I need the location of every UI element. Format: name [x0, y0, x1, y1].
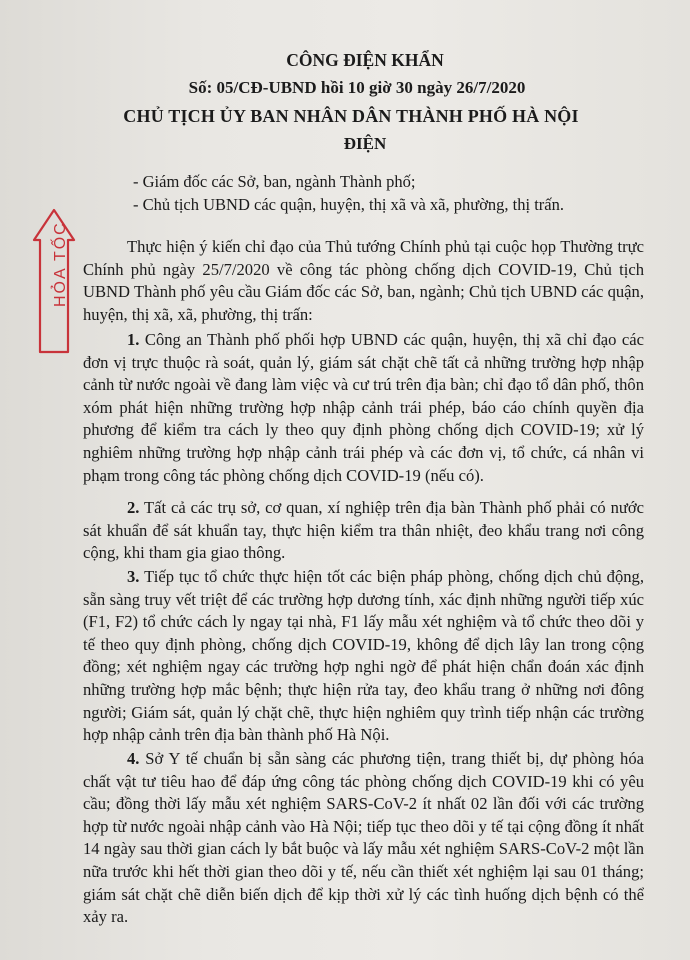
item-number: 3.: [127, 567, 140, 586]
item-text: Công an Thành phố phối hợp UBND các quận, huyện, thị xã chỉ đạo các đơn vị trực thuộc rà soát, quản lý, giám sát chặt chẽ tất cả những trường hợp nhập cảnh từ nước ngoài về đang làm việc và cư trú trên địa bàn; chỉ đạo tổ dân phố, thôn xóm phát hiện những trường hợp nhập cảnh trái phép, báo cáo chính quyền địa phương để kiểm tra cách ly theo quy định phòng chống dịch COVID-19; xử lý nghiêm những trường hợp nhập cảnh trái phép và các đơn vị, tổ chức, cá nhân vi phạm trong công tác phòng chống dịch COVID-19 (nếu có).: [83, 330, 644, 485]
urgent-stamp-label: HỎA TỐC: [52, 221, 69, 307]
directive-item: [83, 748, 644, 929]
item-text: Sở Y tế chuẩn bị sẵn sàng các phương tiện, trang thiết bị, dự phòng hóa chất vật tư tiêu hao để đáp ứng công tác phòng chống dịch COVID-19 khi có yêu cầu; đồng thời lấy mẫu xét nghiệm SARS-CoV-2 ít nhất 02 lần đối với các trường hợp từ nước ngoài nhập cảnh vào Hà Nội; tiếp tục theo dõi y tế tại cộng đồng ít nhất 14 ngày sau thời gian cách ly bắt buộc và lấy mẫu xét nghiệm SARS-CoV-2 một lần nữa trước khi hết thời gian theo dõi y tế, nếu cần thiết xét nghiệm lại sau 01 tháng; giám sát chặt chẽ diễn biến dịch để kịp thời xử lý các tình huống dịch bệnh có thể xảy ra.: [83, 749, 644, 927]
dien-heading: ĐIỆN: [343, 134, 387, 153]
directive-item: [83, 497, 644, 565]
item-text: Tiếp tục tổ chức thực hiện tốt các biện pháp phòng, chống dịch chủ động, sẵn sàng truy vết triệt để các trường hợp dương tính, xác định những người tiếp xúc (F1, F2) tổ chức cách ly ngay tại nhà, F1 lấy mẫu xét nghiệm và tổ chức theo dõi y tế theo quy định phòng, chống dịch COVID-19, không để dịch lây lan trong cộng đồng; xét nghiệm ngay các trường hợp nghi ngờ để phát hiện chẩn đoán xác định những trường hợp mắc bệnh; thực hiện rửa tay, đeo khẩu trang ở những nơi đông người; Giám sát, quản lý chặt chẽ, thực hiện nghiêm quy trình tiếp nhận các trường hợp nhập cảnh trên địa bàn thành phố Hà Nội.: [83, 567, 644, 745]
item-text: Tất cả các trụ sở, cơ quan, xí nghiệp trên địa bàn Thành phố phải có nước sát khuẩn để sát khuẩn tay, thực hiện kiểm tra thân nhiệt, đeo khẩu trang nơi công cộng, khi tham gia giao thông.: [83, 498, 644, 563]
item-number: 4.: [127, 749, 140, 768]
document-number: Số: 05/CĐ-UBND hồi 10 giờ 30 ngày 26/7/2020: [188, 78, 526, 97]
recipient-line: - Chủ tịch UBND các quận, huyện, thị xã và xã, phường, thị trấn.: [133, 195, 564, 214]
issuer-title: CHỦ TỊCH ỦY BAN NHÂN DÂN THÀNH PHỐ HÀ NỘI: [123, 106, 579, 126]
document-title: CÔNG ĐIỆN KHẨN: [286, 50, 444, 70]
item-number: 1.: [127, 330, 140, 349]
directive-item: [83, 566, 644, 747]
intro-paragraph: Thực hiện ý kiến chỉ đạo của Thủ tướng Chính phủ tại cuộc họp Thường trực Chính phủ ngày 25/7/2020 về công tác phòng chống dịch COVID-19, Chủ tịch UBND Thành phố yêu cầu Giám đốc các Sở, ban, ngành; Chủ tịch UBND các quận, huyện, thị xã, xã, phường, thị trấn:: [83, 237, 644, 324]
recipient-line: - Giám đốc các Sở, ban, ngành Thành phố;: [133, 172, 416, 191]
directive-item: [83, 329, 644, 487]
item-number: 2.: [127, 498, 140, 517]
